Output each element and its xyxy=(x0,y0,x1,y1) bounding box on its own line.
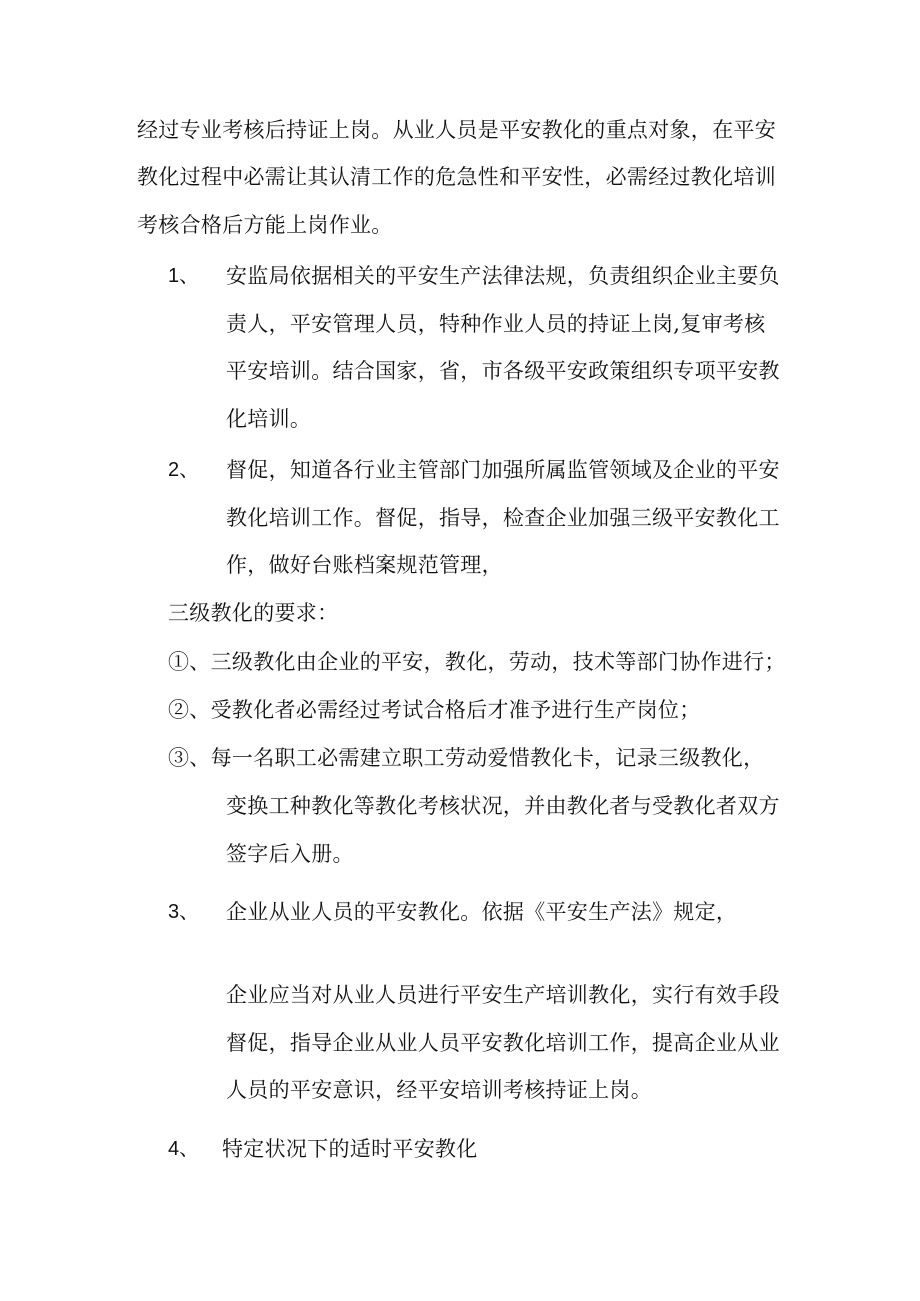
item-1-line-1: 安监局依据相关的平安生产法律法规，负责组织企业主要负 xyxy=(226,264,780,288)
item-3-line-1: 企业从业人员的平安教化。依据《平安生产法》规定， xyxy=(226,900,738,924)
intro-line-1: 经过专业考核后持证上岗。从业人员是平安教化的重点对象，在平安 xyxy=(137,118,776,142)
requirement-1: ①、三级教化由企业的平安，教化，劳动，技术等部门协作进行； xyxy=(168,650,786,674)
intro-line-3: 考核合格后方能上岗作业。 xyxy=(137,213,393,237)
item-4-line-1: 特定状况下的适时平安教化 xyxy=(222,1137,478,1161)
requirement-3-line-3: 签字后入册。 xyxy=(226,842,354,866)
item-3-number: 3、 xyxy=(168,901,200,923)
item-2-number: 2、 xyxy=(168,459,200,481)
item-1-line-4: 化培训。 xyxy=(226,407,312,431)
item-3-line-3: 督促，指导企业从业人员平安教化培训工作，提高企业从业 xyxy=(226,1031,780,1055)
item-3-line-4: 人员的平安意识，经平安培训考核持证上岗。 xyxy=(226,1078,652,1102)
item-4-number: 4、 xyxy=(168,1138,200,1160)
item-1-line-2: 责人，平安管理人员，特种作业人员的持证上岗,复审考核 xyxy=(226,312,766,336)
item-1-number: 1、 xyxy=(168,265,200,287)
requirement-3-line-2: 变换工种教化等教化考核状况，并由教化者与受教化者双方 xyxy=(226,794,780,818)
item-1-line-3: 平安培训。结合国家，省，市各级平安政策组织专项平安教 xyxy=(226,359,780,383)
item-3-line-2: 企业应当对从业人员进行平安生产培训教化，实行有效手段 xyxy=(226,983,780,1007)
requirements-heading: 三级教化的要求： xyxy=(168,601,339,625)
item-2-line-3: 作，做好台账档案规范管理， xyxy=(226,553,503,577)
item-2-line-1: 督促，知道各行业主管部门加强所属监管领域及企业的平安 xyxy=(226,458,780,482)
requirement-3-line-1: ③、每一名职工必需建立职工劳动爱惜教化卡，记录三级教化， xyxy=(168,746,765,770)
intro-line-2: 教化过程中必需让其认清工作的危急性和平安性，必需经过教化培训 xyxy=(137,165,776,189)
item-2-line-2: 教化培训工作。督促，指导，检查企业加强三级平安教化工 xyxy=(226,506,780,530)
requirement-2: ②、受教化者必需经过考试合格后才准予进行生产岗位； xyxy=(168,698,701,722)
